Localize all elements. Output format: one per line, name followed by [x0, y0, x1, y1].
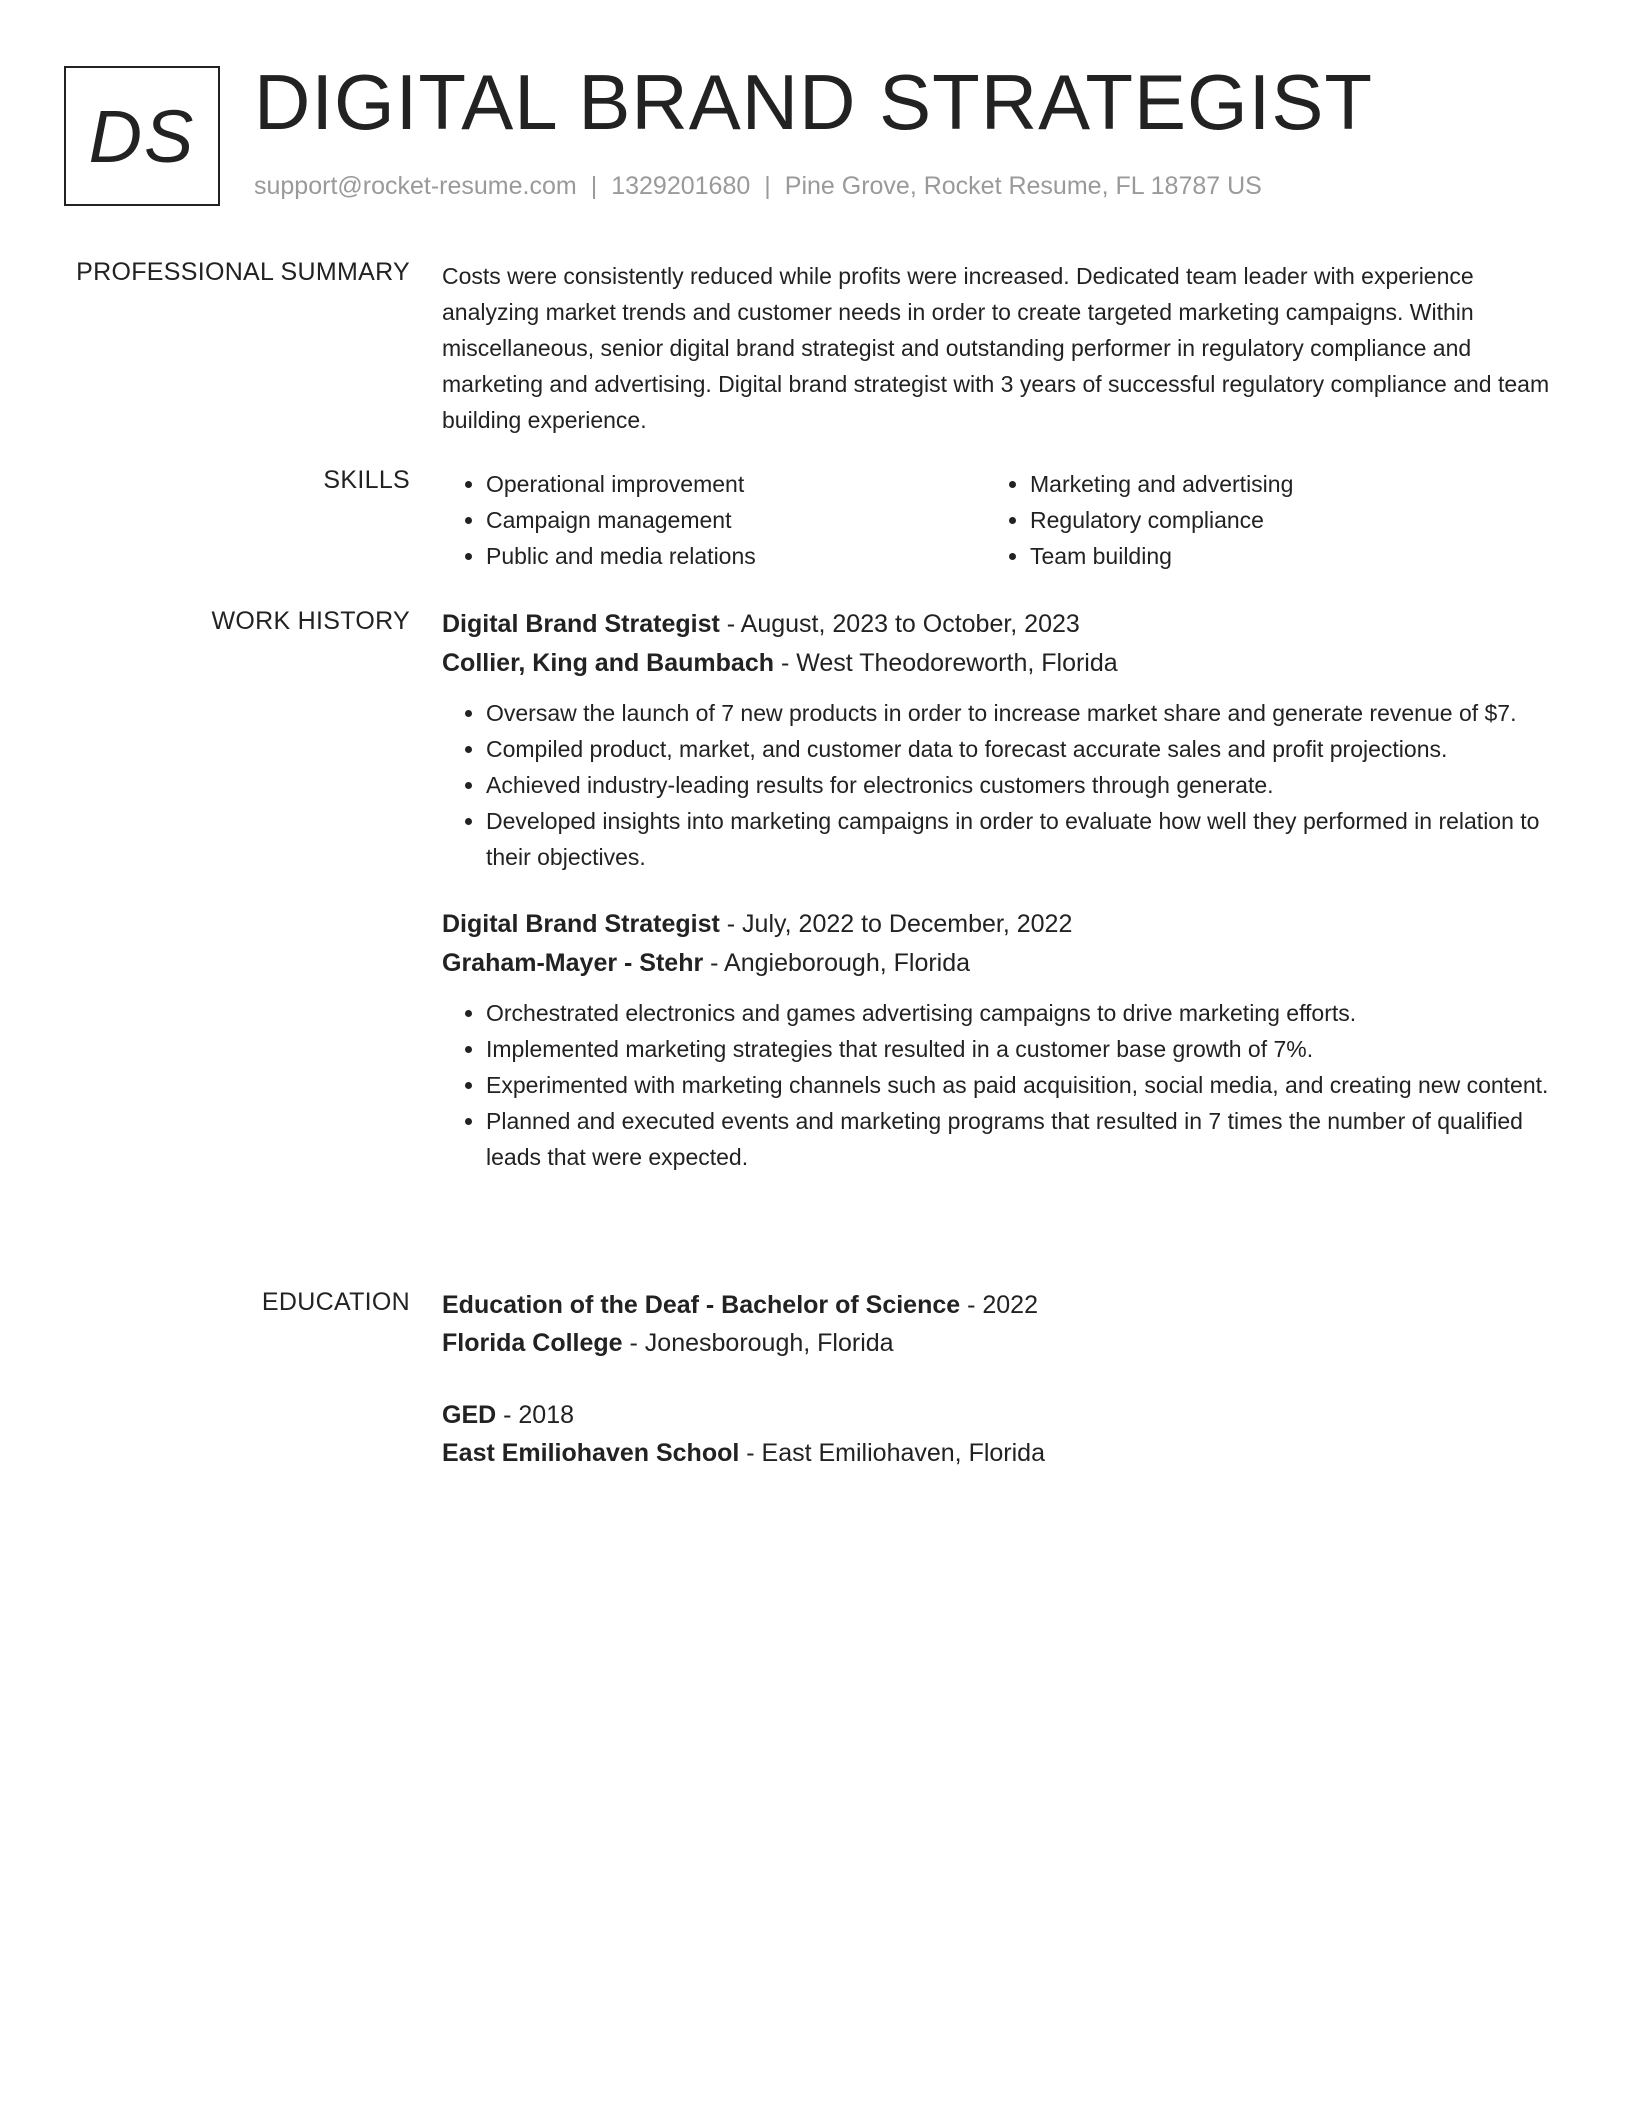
education-school: East Emiliohaven School [442, 1439, 740, 1467]
job-bullet: • Planned and executed events and marketing programs that resulted in 7 times the number of qualified leads that were expected. [486, 1103, 1554, 1175]
resume-title: DIGITAL BRAND STRATEGIST [254, 58, 1374, 146]
job-bullets [442, 695, 1554, 875]
skill-item: • Public and media relations [486, 538, 986, 574]
education-location: - Jonesborough, Florida [622, 1329, 894, 1357]
job-title-line [442, 905, 1554, 944]
section-heading: WORK HISTORY [211, 607, 410, 635]
contact-separator: | [590, 172, 598, 200]
contact-address: Pine Grove, Rocket Resume, FL 18787 US [784, 172, 1262, 200]
skills-list-left [442, 466, 986, 574]
education-body [442, 1286, 1554, 1506]
skill-item: • Marketing and advertising [1030, 466, 1530, 502]
job-dates: - July, 2022 to December, 2022 [719, 910, 1073, 938]
job-bullet: • Developed insights into marketing campaigns in order to evaluate how well they performed in relation to their objectives. [486, 803, 1554, 875]
initials: DS [88, 94, 196, 178]
education-degree-line [442, 1286, 1554, 1324]
job-company-line [442, 944, 1554, 983]
education-entry [442, 1286, 1554, 1362]
education-degree: GED [442, 1401, 497, 1429]
education-entry [442, 1396, 1554, 1472]
summary-body [442, 258, 1554, 438]
skills-grid [442, 466, 1554, 574]
job-title: Digital Brand Strategist [442, 910, 720, 938]
skills-body [442, 466, 1554, 574]
job-company-line [442, 644, 1554, 683]
job-dates: - August, 2023 to October, 2023 [719, 610, 1080, 638]
education-school-line [442, 1324, 1554, 1362]
job-title: Digital Brand Strategist [442, 610, 720, 638]
skill-item: • Operational improvement [486, 466, 986, 502]
job-location: - Angieborough, Florida [703, 949, 971, 977]
job-bullet: • Experimented with marketing channels such as paid acquisition, social media, and creating new content. [486, 1067, 1554, 1103]
section-heading: EDUCATION [261, 1288, 410, 1316]
job-bullets [442, 995, 1554, 1175]
education-year: - 2022 [960, 1291, 1038, 1319]
job-bullet: • Compiled product, market, and customer data to forecast accurate sales and profit projections. [486, 731, 1554, 767]
skill-item: • Campaign management [486, 502, 986, 538]
job-title-line [442, 605, 1554, 644]
job-entry [442, 905, 1554, 1175]
contact-separator: | [764, 172, 771, 200]
education-degree-line [442, 1396, 1554, 1434]
education-school-line [442, 1434, 1554, 1472]
job-location: - West Theodoreworth, Florida [774, 649, 1118, 677]
education-location: - East Emiliohaven, Florida [739, 1439, 1045, 1467]
job-entry [442, 605, 1554, 875]
education-year: - 2018 [496, 1401, 575, 1429]
job-bullet: • Oversaw the launch of 7 new products in order to increase market share and generate revenue of $7. [486, 695, 1554, 731]
education-degree: Education of the Deaf - Bachelor of Science [442, 1291, 961, 1319]
education-school: Florida College [442, 1329, 623, 1357]
job-bullet: • Orchestrated electronics and games advertising campaigns to drive marketing efforts. [486, 995, 1554, 1031]
section-heading: SKILLS [323, 466, 410, 494]
skill-item: • Regulatory compliance [1030, 502, 1530, 538]
job-company: Collier, King and Baumbach [442, 649, 774, 677]
job-bullet: • Implemented marketing strategies that resulted in a customer base growth of 7%. [486, 1031, 1554, 1067]
skills-list-right [986, 466, 1530, 574]
skill-item: • Team building [1030, 538, 1530, 574]
contact-email: support@rocket-resume.com [254, 172, 577, 200]
contact-phone: 1329201680 [611, 172, 751, 200]
section-heading: PROFESSIONAL SUMMARY [76, 258, 410, 286]
contact-line [254, 172, 1262, 201]
summary-text: Costs were consistently reduced while profits were increased. Dedicated team leader with experience analyzing market trends and customer needs in order to create targeted marketing campaigns. Within miscellaneous, senior digital brand strategist and outstanding performer in regulatory compliance and marketing and advertising. Digital brand strategist with 3 years of successful regulatory compliance and team building experience. [442, 263, 1550, 433]
work-history-body [442, 605, 1554, 1205]
job-company: Graham-Mayer - Stehr [442, 949, 704, 977]
monogram-badge [64, 66, 220, 206]
job-bullet: • Achieved industry-leading results for electronics customers through generate. [486, 767, 1554, 803]
